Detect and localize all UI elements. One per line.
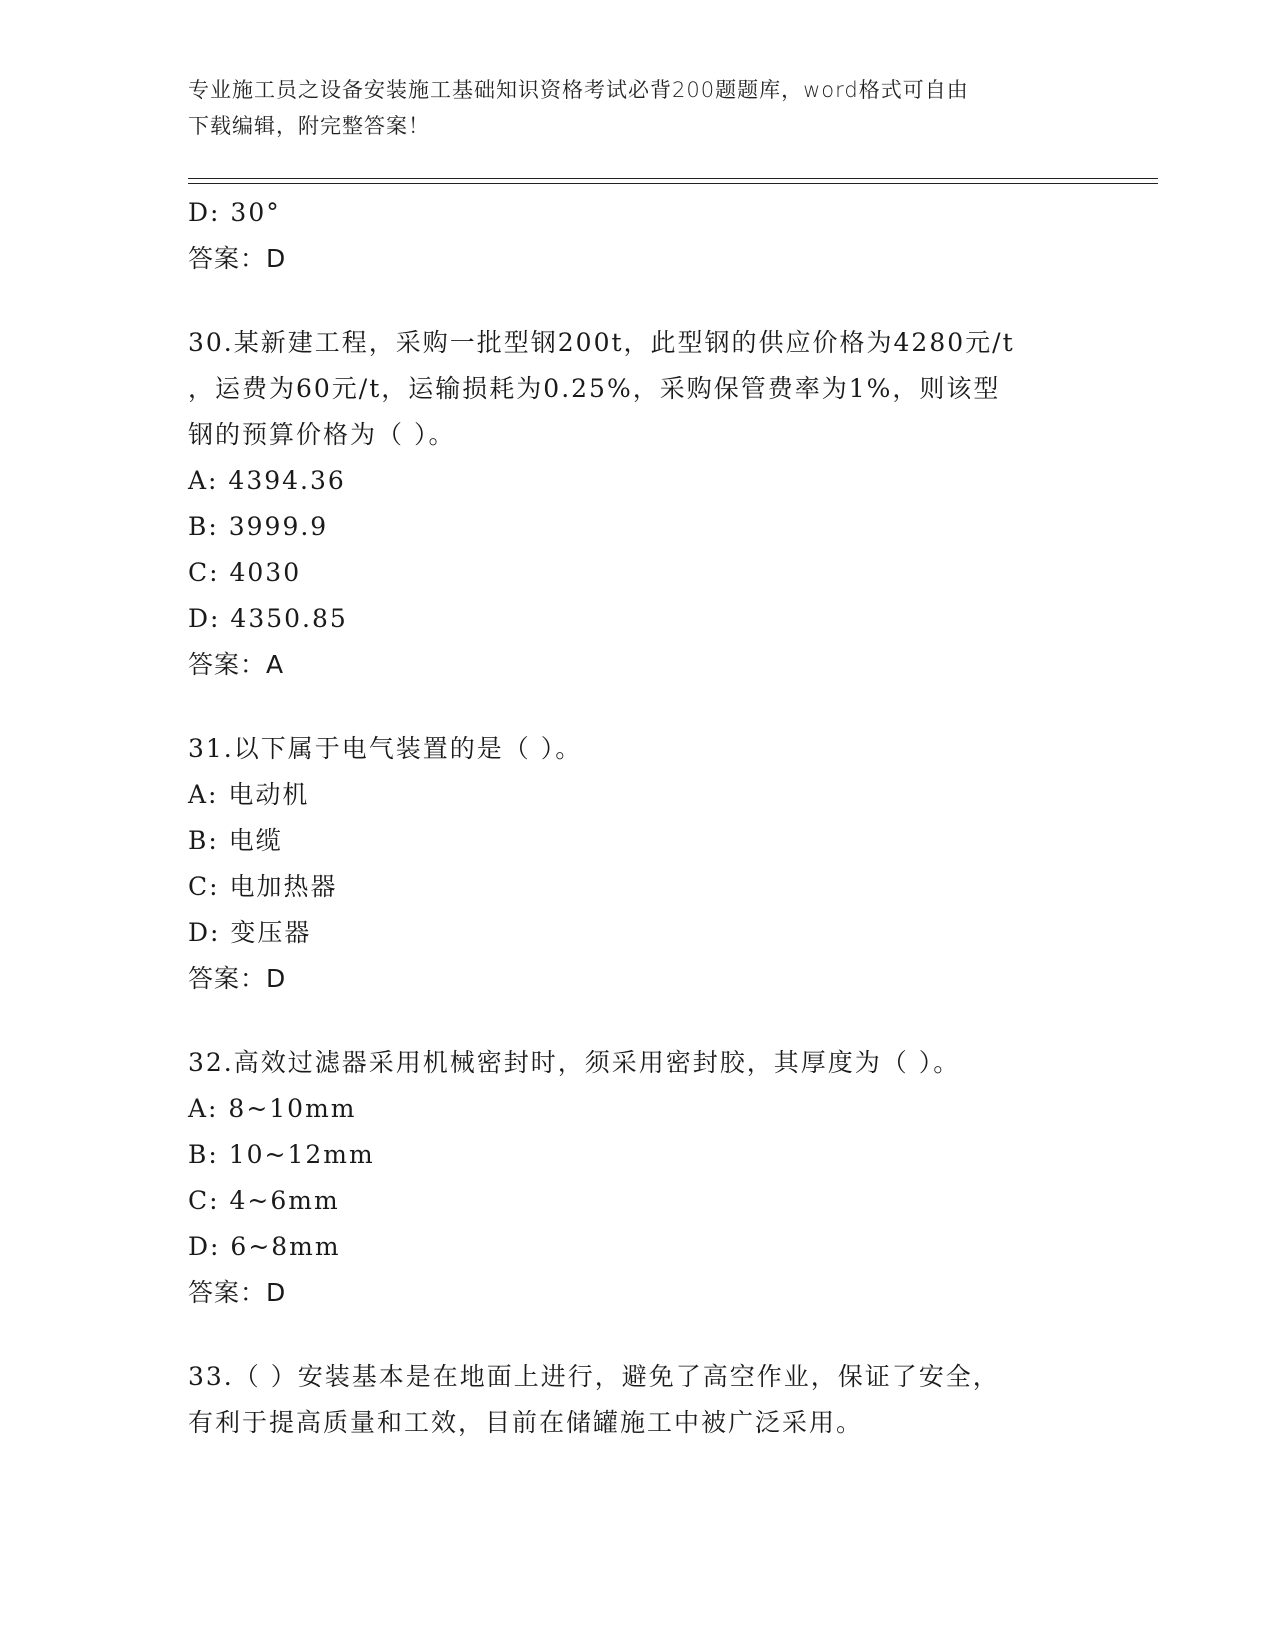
option-c: C: 4030 bbox=[188, 558, 302, 587]
header-divider-top bbox=[188, 178, 1158, 179]
question-stem: 31.以下属于电气装置的是（ ）。 bbox=[188, 734, 583, 763]
question-stem: 33.（ ）安装基本是在地面上进行，避免了高空作业，保证了安全， bbox=[188, 1362, 1000, 1391]
question-stem: ，运费为60元/t，运输损耗为0.25%，采购保管费率为1%，则该型 bbox=[188, 374, 1001, 403]
question-33 bbox=[188, 1354, 1088, 1446]
option-b: B: 3999.9 bbox=[188, 512, 329, 541]
answer: 答案：D bbox=[188, 1278, 287, 1307]
question-32 bbox=[188, 1040, 1088, 1316]
answer: 答案：D bbox=[188, 244, 287, 273]
question-stem: 30.某新建工程，采购一批型钢200t，此型钢的供应价格为4280元/t bbox=[188, 328, 1015, 357]
header-divider-bottom bbox=[188, 183, 1158, 184]
option-a: A: 8~10mm bbox=[188, 1094, 357, 1123]
question-31 bbox=[188, 726, 1088, 1002]
document-header bbox=[188, 72, 1088, 144]
option-d: D: 变压器 bbox=[188, 918, 312, 947]
question-30 bbox=[188, 320, 1088, 688]
answer: 答案：D bbox=[188, 964, 287, 993]
option-d: D: 30° bbox=[188, 198, 281, 227]
option-a: A: 4394.36 bbox=[188, 466, 346, 495]
option-d: D: 6~8mm bbox=[188, 1232, 341, 1261]
option-b: B: 电缆 bbox=[188, 826, 283, 855]
question-stem: 有利于提高质量和工效，目前在储罐施工中被广泛采用。 bbox=[188, 1408, 864, 1437]
header-line-2: 下载编辑，附完整答案！ bbox=[188, 114, 430, 138]
option-b: B: 10~12mm bbox=[188, 1140, 375, 1169]
question-stem: 32.高效过滤器采用机械密封时，须采用密封胶，其厚度为（ ）。 bbox=[188, 1048, 961, 1077]
option-d: D: 4350.85 bbox=[188, 604, 348, 633]
option-c: C: 电加热器 bbox=[188, 872, 338, 901]
option-a: A: 电动机 bbox=[188, 780, 310, 809]
option-c: C: 4~6mm bbox=[188, 1186, 340, 1215]
question-list bbox=[188, 190, 1088, 1446]
answer: 答案：A bbox=[188, 650, 285, 679]
header-line-1: 专业施工员之设备安装施工基础知识资格考试必背200题题库，word格式可自由 bbox=[188, 78, 969, 102]
previous-question-tail bbox=[188, 190, 1088, 282]
question-stem: 钢的预算价格为（ ）。 bbox=[188, 420, 456, 449]
